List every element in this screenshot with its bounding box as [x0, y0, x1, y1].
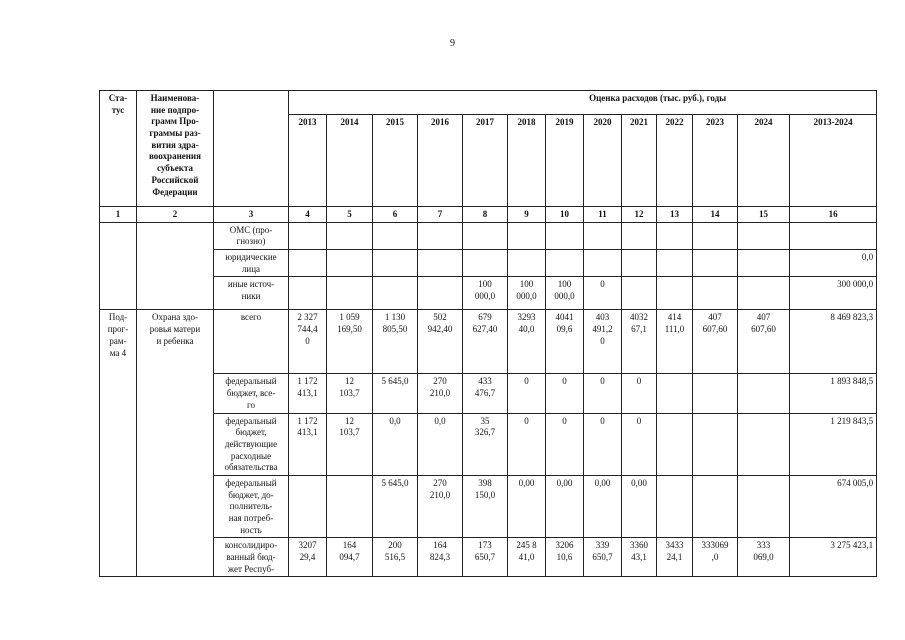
value-cell: 3293 40,0: [508, 310, 546, 374]
total-cell: 0,0: [790, 250, 877, 277]
value-cell: 5 645,0: [373, 374, 418, 413]
funding-source-cell: консолидиро- ванный бюд- жет Респуб-: [214, 538, 289, 577]
value-cell: [738, 277, 790, 310]
funding-source-cell: ОМС (про- гнозно): [214, 222, 289, 249]
column-number: 12: [622, 207, 657, 223]
value-cell: 200 516,5: [373, 538, 418, 577]
value-cell: 100 000,0: [508, 277, 546, 310]
year-header: 2015: [373, 115, 418, 207]
year-header: 2013-2024: [790, 115, 877, 207]
value-cell: 0: [584, 374, 622, 413]
year-header: 2022: [657, 115, 693, 207]
column-number: 14: [693, 207, 738, 223]
table-row: [100, 374, 877, 413]
value-cell: 12 103,7: [327, 413, 373, 475]
value-cell: 270 210,0: [418, 475, 463, 537]
value-cell: 333 069,0: [738, 538, 790, 577]
value-cell: 12 103,7: [327, 374, 373, 413]
value-cell: [418, 222, 463, 249]
subprogram-name-cell: [137, 222, 214, 310]
value-cell: 339 650,7: [584, 538, 622, 577]
value-cell: 433 476,7: [463, 374, 508, 413]
total-cell: 3 275 423,1: [790, 538, 877, 577]
value-cell: 164 824,3: [418, 538, 463, 577]
column-number: 4: [289, 207, 327, 223]
column-number: 13: [657, 207, 693, 223]
year-header: 2024: [738, 115, 790, 207]
value-cell: 1 130 805,50: [373, 310, 418, 374]
value-cell: 502 942,40: [418, 310, 463, 374]
value-cell: [657, 222, 693, 249]
value-cell: [622, 222, 657, 249]
value-cell: 0: [622, 413, 657, 475]
value-cell: 0,00: [584, 475, 622, 537]
total-cell: 300 000,0: [790, 277, 877, 310]
column-number: 16: [790, 207, 877, 223]
value-cell: 0: [546, 413, 584, 475]
value-cell: [546, 250, 584, 277]
value-cell: 0: [584, 277, 622, 310]
value-cell: 0,00: [546, 475, 584, 537]
header-status: Ста- тус: [100, 91, 137, 207]
value-cell: 245 8 41,0: [508, 538, 546, 577]
budget-table: [99, 90, 877, 577]
value-cell: [373, 222, 418, 249]
value-cell: [418, 250, 463, 277]
column-number: 11: [584, 207, 622, 223]
subprogram-name-cell: Охрана здо- ровья матери и ребенка: [137, 310, 214, 577]
table-body: [100, 222, 877, 577]
column-number: 6: [373, 207, 418, 223]
value-cell: 4041 09,6: [546, 310, 584, 374]
total-cell: 1 893 848,5: [790, 374, 877, 413]
column-number: 5: [327, 207, 373, 223]
value-cell: [373, 277, 418, 310]
value-cell: 0: [622, 374, 657, 413]
year-header: 2019: [546, 115, 584, 207]
value-cell: 3206 10,6: [546, 538, 584, 577]
value-cell: [418, 277, 463, 310]
table-row: [100, 413, 877, 475]
year-header: 2023: [693, 115, 738, 207]
value-cell: [657, 413, 693, 475]
table-row: [100, 538, 877, 577]
value-cell: 0: [546, 374, 584, 413]
value-cell: [738, 475, 790, 537]
value-cell: 398 150,0: [463, 475, 508, 537]
column-number: 1: [100, 207, 137, 223]
value-cell: [327, 250, 373, 277]
value-cell: 1 172 413,1: [289, 413, 327, 475]
status-cell: [100, 222, 137, 310]
column-number: 7: [418, 207, 463, 223]
value-cell: [657, 277, 693, 310]
value-cell: 403 491,2 0: [584, 310, 622, 374]
value-cell: [463, 250, 508, 277]
funding-source-cell: федеральный бюджет, до- полнитель- ная потреб- ность: [214, 475, 289, 537]
value-cell: [693, 250, 738, 277]
value-cell: [693, 222, 738, 249]
header-program-name: Наименова- ние подпро- грамм Про- граммы раз- вития здра- воохранения субъекта Российской Федерации: [137, 91, 214, 207]
value-cell: [693, 374, 738, 413]
value-cell: [693, 277, 738, 310]
value-cell: 0,0: [418, 413, 463, 475]
value-cell: [657, 250, 693, 277]
value-cell: [463, 222, 508, 249]
value-cell: 0: [508, 374, 546, 413]
total-cell: 8 469 823,3: [790, 310, 877, 374]
value-cell: 0: [584, 413, 622, 475]
value-cell: 270 210,0: [418, 374, 463, 413]
value-cell: [738, 250, 790, 277]
column-number: 9: [508, 207, 546, 223]
value-cell: [738, 374, 790, 413]
value-cell: 0,00: [622, 475, 657, 537]
value-cell: [693, 413, 738, 475]
value-cell: [289, 250, 327, 277]
value-cell: 3207 29,4: [289, 538, 327, 577]
value-cell: [622, 250, 657, 277]
value-cell: [584, 250, 622, 277]
total-cell: 674 005,0: [790, 475, 877, 537]
value-cell: 164 094,7: [327, 538, 373, 577]
header-estimate-title: Оценка расходов (тыс. руб.), годы: [289, 91, 877, 115]
header-source-blank: [214, 91, 289, 207]
value-cell: [738, 413, 790, 475]
total-cell: [790, 222, 877, 249]
value-cell: [584, 222, 622, 249]
column-number: 10: [546, 207, 584, 223]
value-cell: 35 326,7: [463, 413, 508, 475]
value-cell: 4032 67,1: [622, 310, 657, 374]
value-cell: 679 627,40: [463, 310, 508, 374]
table-row: [100, 475, 877, 537]
value-cell: 407 607,60: [738, 310, 790, 374]
value-cell: [289, 277, 327, 310]
value-cell: 100 000,0: [463, 277, 508, 310]
value-cell: 2 327 744,4 0: [289, 310, 327, 374]
value-cell: 407 607,60: [693, 310, 738, 374]
value-cell: 1 172 413,1: [289, 374, 327, 413]
value-cell: 0,0: [373, 413, 418, 475]
year-header: 2018: [508, 115, 546, 207]
value-cell: [738, 222, 790, 249]
value-cell: [693, 475, 738, 537]
year-header: 2016: [418, 115, 463, 207]
funding-source-cell: иные источ- ники: [214, 277, 289, 310]
column-number: 8: [463, 207, 508, 223]
value-cell: 414 111,0: [657, 310, 693, 374]
value-cell: 3433 24,1: [657, 538, 693, 577]
value-cell: [508, 222, 546, 249]
value-cell: [546, 222, 584, 249]
value-cell: 100 000,0: [546, 277, 584, 310]
funding-source-cell: юридические лица: [214, 250, 289, 277]
value-cell: [327, 475, 373, 537]
value-cell: [657, 475, 693, 537]
value-cell: [289, 475, 327, 537]
subprogram-status-cell: Под- прог- рам- ма 4: [100, 310, 137, 577]
value-cell: 0,00: [508, 475, 546, 537]
column-number: 3: [214, 207, 289, 223]
value-cell: 3360 43,1: [622, 538, 657, 577]
column-number: 15: [738, 207, 790, 223]
value-cell: 0: [508, 413, 546, 475]
table-row: [100, 222, 877, 249]
year-header: 2013: [289, 115, 327, 207]
table-row: [100, 250, 877, 277]
column-number-row: [100, 207, 877, 223]
value-cell: 173 650,7: [463, 538, 508, 577]
column-number: 2: [137, 207, 214, 223]
value-cell: [657, 374, 693, 413]
value-cell: [289, 222, 327, 249]
page-number: 9: [450, 38, 455, 49]
value-cell: 333069 ,0: [693, 538, 738, 577]
value-cell: [622, 277, 657, 310]
value-cell: [327, 222, 373, 249]
year-header: 2017: [463, 115, 508, 207]
value-cell: [373, 250, 418, 277]
total-cell: 1 219 843,5: [790, 413, 877, 475]
table-row: [100, 277, 877, 310]
year-header: 2021: [622, 115, 657, 207]
value-cell: [508, 250, 546, 277]
value-cell: 5 645,0: [373, 475, 418, 537]
funding-source-cell: федеральный бюджет, действующие расходные обязательства: [214, 413, 289, 475]
value-cell: 1 059 169,50: [327, 310, 373, 374]
year-header: 2020: [584, 115, 622, 207]
funding-source-cell: всего: [214, 310, 289, 374]
year-header: 2014: [327, 115, 373, 207]
table-row: [100, 310, 877, 374]
funding-source-cell: федеральный бюджет, все- го: [214, 374, 289, 413]
value-cell: [327, 277, 373, 310]
